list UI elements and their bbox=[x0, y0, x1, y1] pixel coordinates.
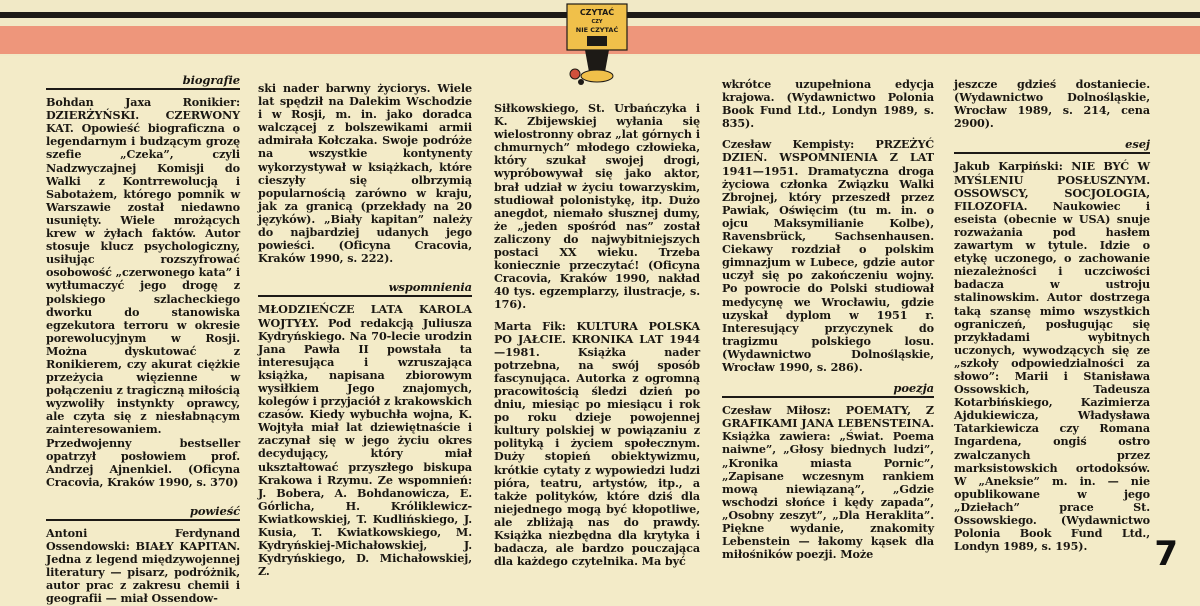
svg-text:NIE CZYTAĆ: NIE CZYTAĆ bbox=[575, 26, 619, 34]
review-kydrynski-cont: Siłkowskiego, St. Urbańczyka i K. Zbijewskiej wyłania się wielostronny obraz „lat górnych i chmurnych” młodego człowieka, który szukał swojej drogi, wypróbowywał się jako aktor, brał udział w życiu towarzyskim, studiował polonistykę, itp. Dużo anegdot, niemało słusznej dumy, że „jeden spośród nas” został zaliczony do najwybitniejszych postaci XX wieku. Trzeba koniecznie przeczytać! (Oficyna Cracovia, Kraków 1990, nakład 40 tys. egzemplarzy, ilustracje, s. 176). bbox=[494, 101, 700, 312]
section-heading-wspomnienia: wspomnienia bbox=[258, 281, 472, 297]
svg-text:CZY: CZY bbox=[591, 19, 603, 25]
section-heading-poezja: poezja bbox=[722, 382, 934, 398]
review-fik: Marta Fik: KULTURA POLSKA PO JAŁCIE. KRONIKA LAT 1944—1981. Książka nader potrzebna, na swój sposób fascynująca. Autorka z ogromną pracowitością śledzi dzień po dniu, miesiąc po miesiącu i rok po roku dzieje powojennej kultury polskiej w powiązaniu z polityką i życiem społecznym. Duży stopień obiektywizmu, krótkie cytaty z wypowiedzi ludzi pióra, teatru, artystów, itp., a także polityków, które dziś dla niejednego mogą być kłopotliwe, ale zbliżają nas do prawdy. Książka niezbędna dla krytyka i badacza, ale bardzo pouczająca dla każdego czytelnika. Ma być bbox=[494, 318, 700, 569]
section-heading-biografie: biografie bbox=[46, 74, 240, 90]
review-ronikier: Bohdan Jaxa Ronikier: DZIERŻYŃSKI. CZERWONY KAT. Opowieść biograficzna o legendarnym i budzącym grozę szefie „Czeka”, czyli Nadzwyczajnej Komisji do Walki z Kontrrewolucją i Sabotażem, którego pomnik w Warszawie został niedawno usunięty. Wiele mrożących krew w żyłach faktów. Autor stosuje klucz psychologiczny, usiłując rozszyfrować osobowość „czerwonego kata” i wytłumaczyć jego drogę z polskiego szlacheckiego dworku do stanowiska egzekutora terroru w okresie porewolucyjnym w Rosji. Można dyskutować z Ronikierem, czy akurat ciężkie przeżycia więzienne w połączeniu z tragiczną miłością wyzwoliły instynkty oprawcy, ale czyta się z niesłabnącym zainteresowaniem. Przedwojenny bestseller opatrzył posłowiem prof. Andrzej Ajnenkiel. (Oficyna Cracovia, Kraków 1990, s. 370) bbox=[46, 95, 240, 489]
review-karpinski: Jakub Karpiński: NIE BYĆ W MYŚLENIU POSŁUSZNYM. OSSOWSCY, SOCJOLOGIA, FILOZOFIA. Naukowiec i eseista (obecnie w USA) snuje rozważania pod hasłem zawartym w tytule. Idzie o etykę uczonego, o zachowanie niezależności i uczciwości badacza w ustroju stalinowskim. Autor dostrzega taką szansę mimo wszystkich ograniczeń, posługując się przykładami wybitnych uczonych, wywodzących się ze „szkoły odpowiedzialności za słowo”: Marii i Stanisława Ossowskich, Tadeusza Kotarbińskiego, Kazimierza Ajdukiewicza, Władysława Tatarkiewicza czy Romana Ingardena, ongiś ostro zwalczanych przez marksistowskich ortodoksów. W „Aneksie” m. in. — nie opublikowane w jego „Dziełach” prace St. Ossowskiego. (Wydawnictwo Polonia Book Fund Ltd., Londyn 1989, s. 195). bbox=[954, 159, 1150, 554]
svg-text:CZYTAĆ: CZYTAĆ bbox=[579, 8, 615, 17]
column-5 bbox=[954, 78, 1150, 553]
column-2 bbox=[258, 82, 472, 578]
review-fik-cont: wkrótce uzupełniona edycja krajowa. (Wydawnictwo Polonia Book Fund Ltd., Londyn 1989, s. 835). bbox=[722, 77, 934, 131]
czytac-logo-icon bbox=[565, 2, 629, 90]
section-heading-esej: esej bbox=[954, 138, 1150, 154]
review-milosz-cont: jeszcze gdzieś dostaniecie. (Wydawnictwo Dolnośląskie, Wrocław 1989, s. 214, cena 2900). bbox=[954, 77, 1150, 131]
review-kydrynski-start: MŁODZIEŃCZE LATA KAROLA WOJTYŁY. Pod redakcją Juliusza Kydryńskiego. Na 70-lecie urodzin Jana Pawła II powstała ta interesująca i wzruszająca książka, napisana zbiorowym wysiłkiem Jego znajomych, kolegów i przyjaciół z krakowskich czasów. Kiedy wybuchła wojna, K. Wojtyła miał lat dziewiętnaście i zaczynał się w jego życiu okres decydujący, który miał ukształtować przyszłego biskupa Krakowa i Rzymu. Ze wspomnień: J. Bobera, A. Bohdanowicza, E. Górlicha, H. Króliklewicz-Kwiatkowskiej, T. Kudlińskiego, J. Kusia, T. Kwiatkowskiego, M. Kydryńskiej-Michałowskiej, J. Kydryńskiego, D. Michałowskiej, Z. bbox=[258, 302, 472, 579]
column-1 bbox=[46, 74, 240, 606]
column-3 bbox=[494, 102, 700, 568]
review-ossendowski-cont: ski nader barwny życiorys. Wiele lat spędził na Dalekim Wschodzie i w Rosji, m. in. jako doradca walczącej z bolszewikami armii admirała Kołczaka. Swoje podróże na wszystkie kontynenty wykorzystywał w książkach, które cieszyły się olbrzymią popularnością zarówno w kraju, jak za granicą (przekłady na 20 języków). „Biały kapitan” należy do najbardziej udanych jego powieści. (Oficyna Cracovia, Kraków 1990, s. 222). bbox=[258, 81, 472, 266]
column-4 bbox=[722, 78, 934, 561]
page-number: 7 bbox=[1154, 534, 1178, 574]
section-heading-powiesc: powieść bbox=[46, 505, 240, 521]
review-milosz-start: Czesław Miłosz: POEMATY, Z GRAFIKAMI JANA LEBENSTEINA. Książka zawiera: „Świat. Poema naiwne”, „Głosy biednych ludzi”, „Kronika miasta Pornic”, „Zapisane wczesnym rankiem mową niewiązaną”, „Gdzie wschodzi słońce i kędy zapada”, „Osobny zeszyt”, „Dla Heraklita”. Piękne wydanie, znakomity Lebenstein — łakomy kąsek dla miłośników poezji. Może bbox=[722, 403, 934, 562]
review-kempisty: Czesław Kempisty: PRZEŻYĆ DZIEŃ. WSPOMNIENIA Z LAT 1941—1951. Dramatyczna droga życiowa członka Związku Walki Zbrojnej, który przeszedł przez Pawiak, Oświęcim (tu m. in. o ojcu Maksymilianie Kolbe), Ravensbrück, Sachsenhausen. Ciekawy rozdział o polskim gimnazjum w Lubece, gdzie autor uczył się po zakończeniu wojny. Po powrocie do Polski studiował medycynę we Wrocławiu, gdzie uzyskał dyplom w 1951 r. Interesujący przyczynek do tragizmu polskiego losu. (Wydawnictwo Dolnośląskie, Wrocław 1990, s. 286). bbox=[722, 137, 934, 374]
review-ossendowski-start: Antoni Ferdynand Ossendowski: BIAŁY KAPITAN. Jedna z legend międzywojennej literatury — pisarz, podróżnik, autor prac z zakresu chemii i geografii — miał Ossendow- bbox=[46, 526, 240, 606]
